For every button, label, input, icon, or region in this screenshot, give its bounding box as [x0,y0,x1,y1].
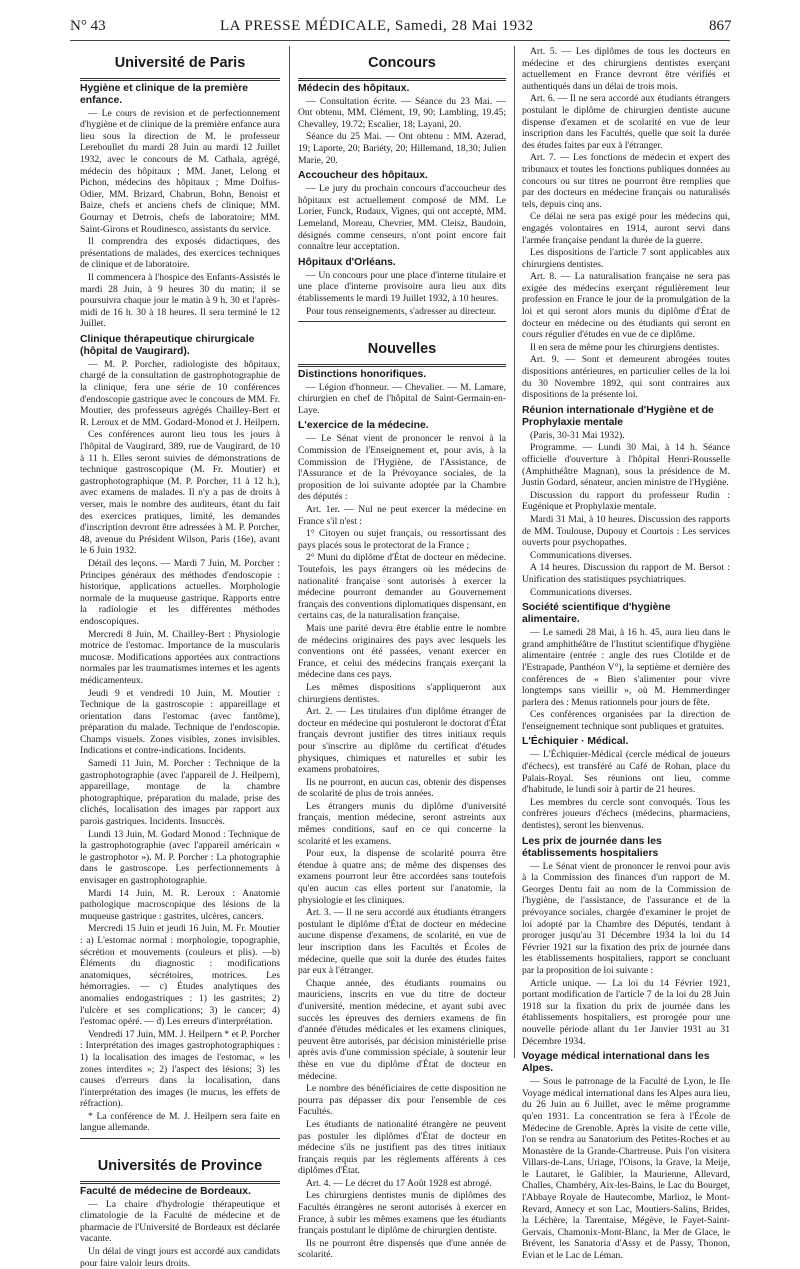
article-paragraph: — Légion d'honneur. — Chevalier. — M. Lamare, chirurgien en chef de l'hôpital de Saint-Germain-en-Laye. [298,381,506,416]
article-heading: Réunion internationale d'Hygiène et de Prophylaxie mentale [522,404,714,428]
article [298,170,506,253]
article-paragraph: Les mêmes dispositions s'appliqueront aux chirurgiens dentistes. [298,681,506,705]
article-paragraph: Discussion du rapport du professeur Rudin : Eugénique et Prophylaxie mentale. [522,489,730,513]
article-paragraph: Les dispositions de l'article 7 sont applicables aux chirurgiens dentistes. [522,247,730,270]
article-paragraph: Les étudiants de nationalité étrangère ne peuvent pas postuler les diplômes d'État de docteur en médecine s'ils ne justifient pas des titres initiaux français requis par les règlements afférents à ces diplômes d'État. [298,1118,506,1177]
article-paragraph: Mardi 14 Juin, M. R. Leroux : Anatomie pathologique macroscopique des lésions de la muqueuse gastrique : gastrites, ulcères, cancers. [80,887,280,922]
page-header [0,0,800,40]
section-rule [298,78,506,81]
column-divider [514,46,515,1058]
article-list [80,83,280,1134]
article-paragraph: Jeudi 9 et vendredi 10 Juin, M. Moutier : Technique de la gastroscopie : appareillage et orientation dans l'estomac (avec fantôme), préparation du malade. Technique de l'endoscopie. Champs visuels. Zones visibles, zones invisibles. Indications et contre-indications. Incidents. [80,687,280,757]
article-paragraph: Article unique. — La loi du 14 Février 1921, portant modification de l'article 7 de la loi du 28 Juin 1918 sur la fixation du prix de journée dans les établissements hospitaliers, est prorogée pour une nouvelle période allant du 1er Janvier 1931 au 31 Décembre 1934. [522,977,730,1047]
article [80,334,280,1134]
section-title: Université de Paris [114,55,246,71]
article-paragraph: Communications diverses. [530,586,632,598]
article-paragraph: Ces conférences organisées par la direction de l'enseignement technique sont publiques et gratuites. [522,709,730,732]
article-paragraph: — Un concours pour une place d'interne titulaire et une place d'interne provisoire aura lieu aux dits établissements le mardi 19 Juillet 1932, à 10 heures. [298,269,506,304]
article-paragraph: * La conférence de M. J. Heilpern sera faite en langue allemande. [80,1110,280,1134]
article-paragraph: Ce délai ne sera pas exigé pour les médecins qui, engagés volontaires en 1914, auront servi dans l'armée française pendant la durée de la guerre. [522,211,730,246]
column-right [522,46,730,1262]
article-paragraph: Détail des leçons. — Mardi 7 Juin, M. Porcher : Principes généraux des méthodes d'endoscopie : historique, applications actuelles. Morphologie normale de la muqueuse gastrique. Rapports entre la radiologie et les différentes méthodes endoscopiques. [80,557,280,627]
article-paragraph: Chaque année, des étudiants roumains ou mauriciens, inscrits en vue du titre de docteur d'université, mention médecine, et ayant subi avec succès les épreuves des derniers examens de fin d'année d'études médicales et les examens cliniques, peuvent être autorisés, par décision ministérielle prise après avis d'une commission spéciale, à soutenir leur thèse en vue du diplôme d'État de docteur en médecine. [298,977,506,1082]
column-middle [298,46,506,1261]
article [298,369,506,417]
article-paragraph: Les chirurgiens dentistes munis de diplômes des Facultés étrangères ne seront autorisés à exercer en France, à subir les mêmes examens que les étudiants français postulant le diplôme de chirurgien dentiste. [298,1190,506,1237]
article-paragraph: — La chaire d'hydrologie thérapeutique et climatologie de la Faculté de médecine et de pharmacie de l'Université de Bordeaux est déclarée vacante. [80,1198,280,1245]
article-heading: Médecin des hôpitaux. [298,82,410,94]
article-paragraph: Samedi 11 Juin, M. Porcher : Technique de la gastrophotographie (avec l'appareil de J. Heilpern), appareillage, montage de la chambre photographique, préparation du malade, prise des clichés, localisation des images par rapport aux parois gastriques. Incidents. Insuccès. [80,758,280,828]
article-paragraph: Ils ne pourront être dispensés que d'une année de scolarité. [298,1237,506,1261]
journal-title: LA PRESSE MÉDICALE, Samedi, 28 Mai 1932 [220,18,534,34]
article-paragraph: Communications diverses. [530,549,632,561]
article-paragraph: Programme. — Lundi 30 Mai, à 14 h. Séance officielle d'ouverture à l'hôpital Henri-Rousselle (Amphithéâtre Magnan), sous la présidence de M. Justin Godard, sénateur, ancien ministre de l'Hygiène. [522,442,730,489]
article-paragraph: Les membres du cercle sont convoqués. Tous les confrères joueurs d'échecs (médecins, pharmaciens, dentistes), seront les bienvenus. [522,796,730,832]
column-left [80,46,280,1269]
article [522,736,730,831]
column-divider [289,46,290,1058]
article-heading: L'Échiquier · Médical. [522,736,629,748]
article-paragraph: — Sous le patronage de la Faculté de Lyon, le IIe Voyage médical international dans les Alpes aura lieu, du 26 Juin au 6 Juillet, avec le même programme qu'en 1931. La concentration se fera à l'École de Médecine de Grenoble. Après la visite de cette ville, l'on se rendra au Sanatorium des Petites-Roches et au Monastère de la Grande-Chartreuse. Puis l'on visitera Villars-de-Lans, Uriage, l'Oisons, la Grave, la Meije, le Lautaret, le Galibier, la Maurienne, Allevard, Challes, Chambéry, Aix-les-Bains, le Lac du Bourget, l'Abbaye Royale de Hautecombe, Marlioz, le Mont-Revard, Annecy et son Lac, Moutiers-Salins, Brides, la Léchère, la Tarentaise, Mégève, le Fayet-Saint-Gervais, Chamonix-Mont-Blanc, la Mer de Glace, le Brévent, les Sanatoria d'Assy et de Passy, Thonon, Evian et le Lac de Léman. [522,1076,730,1262]
article-paragraph: — Le Sénat vient de prononcer le renvoi à la Commission de l'Enseignement et, pour avis, à la Commission de l'Hygiène, de l'Assistance, de l'Assurance et de la Prévoyance sociales, de la proposition de loi suivante adoptée par la Chambre des députés : [298,433,506,503]
article-paragraph: (Paris, 30-31 Mai 1932). [530,429,625,441]
article-paragraph: Art. 6. — Il ne sera accordé aux étudiants étrangers postulant le diplôme de chirurgien dentiste aucune dispense d'examen et de scolarité en vue de leur inscription dans les Facultés, quelle que soit la durée des études faites par eux à l'étranger. [522,93,730,151]
article-paragraph: Pour eux, la dispense de scolarité pourra être étendue à quatre ans; de même des dispenses des examens pourront leur être accordées sans toutefois qu'en aucun cas elles portent sur l'anatomie, la physiologie et les cliniques. [298,848,506,906]
article-heading: Hygiène et clinique de la première enfance. [80,82,249,106]
article-heading: Les prix de journée dans les établissements hospitaliers [522,835,662,859]
article-paragraph: — Le jury du prochain concours d'accoucheur des hôpitaux est actuellement composé de MM. Le Lorier, Funck, Rudaux, Vignes, qui ont accepté, MM. Lemeland, Moreau, Chevrier, MM. Cleisz, Baudoin, désignés comme censeurs, n'ont point encore fait connaître leur acceptation. [298,183,506,253]
article-paragraph: Art. 9. — Sont et demeurent abrogées toutes dispositions antérieures, en particulier celles de la loi du 30 Novembre 1892, qui sont contraires aux dispositions de la présente loi. [522,354,730,401]
article-list [522,46,730,1262]
article-list [80,1186,280,1269]
article-paragraph: A 14 heures. Discussion du rapport de M. Bersot : Unification des statistiques psychiatriques. [522,562,730,585]
article-heading: Distinctions honorifiques. [298,368,427,380]
article-paragraph: Pour tous renseignements, s'adresser au directeur. [306,305,497,317]
article-paragraph: — Consultation écrite. — Séance du 23 Mai. — Ont obtenu, MM. Clément, 19, 90; Lambling, 19.45; Chevalley, 19.72; Escalier, 18; Layani, 20. [298,95,506,130]
article-paragraph: Art. 5. — Les diplômes de tous les docteurs en médecine et des chirurgiens dentistes exerçant actuellement en France devront être vérifiés et authentiqués dans un délai de trois mois. [522,46,730,92]
section-rule [298,321,506,322]
article-paragraph: — Le Sénat vient de prononcer le renvoi pour avis à la Commission des finances d'un rapport de M. Georges Dentu fait au nom de la Commission de l'hygiène, de l'assistance, de l'assurance et de la prévoyance sociales, chargée d'examiner le projet de loi adopté par la Chambre des Députés, tendant à proroger jusqu'au 31 Décembre 1934 la loi du 14 Février 1921 sur la fixation des prix de journée dans les établissements hospitaliers, rapport se concluant par la proposition de loi suivante : [522,860,730,976]
section-title: Concours [368,55,436,71]
article-heading: Faculté de médecine de Bordeaux. [80,1185,251,1197]
article-heading: Société scientifique d'hygiène alimentaire. [522,602,671,626]
article-paragraph: Mercredi 8 Juin, M. Chailley-Bert : Physiologie motrice de l'estomac. Importance de la muscularis mucosæ. Modifications apportées aux contractions normales par les traumatismes internes et les agents médicamenteux. [80,628,280,686]
article-heading: Voyage médical international dans les Alpes. [522,1051,710,1075]
article [298,83,506,167]
article-paragraph: Art. 2. — Les titulaires d'un diplôme étranger de docteur en médecine qui postuleront le doctorat d'État français devront justifier des titres initiaux requis pour s'inscrire au diplôme du certificat d'études physiques, chimiques et naturelles et subir les examens probatoires. [298,706,506,776]
article [522,46,730,401]
article-paragraph: Il en sera de même pour les chirurgiens dentistes. [530,341,720,353]
section-rule [80,78,280,81]
article-paragraph: Art. 1er. — Nul ne peut exercer la médecine en France s'il n'est : [298,504,506,527]
article-paragraph: Un délai de vingt jours est accordé aux candidats pour faire valoir leurs droits. [80,1246,280,1269]
article-paragraph: Vendredi 17 Juin, MM. J. Heilpern * et P. Porcher : Interprétation des images gastrophotographiques : 1) la localisation des images de l'estomac, « les zones interdites »; 2) l'aspect des lésions; 3) les causes d'erreurs dans la localisation, dans l'interprétation des images (le mucus, les effets de réfraction). [80,1028,280,1110]
issue-number: N° 43 [70,18,106,34]
article-paragraph: Art. 3. — Il ne sera accordé aux étudiants étrangers postulant le diplôme d'État de docteur en médecine aucune dispense d'examens, de scolarité, en vue de leur inscription dans les Facultés et Écoles de médecine, quelle que soit la durée des études faites par eux à l'étranger. [298,907,506,977]
article-list [298,83,506,318]
article-paragraph: Art. 4. — Le décret du 17 Août 1928 est abrogé. [306,1177,492,1189]
article-paragraph: Mardi 31 Mai, à 10 heures. Discussion des rapports de MM. Toulouse, Dupouy et Courtois : Les services ouverts pour psychopathes. [522,513,730,549]
article-paragraph: Lundi 13 Juin, M. Godard Monod : Technique de la gastrophotographie (avec l'appareil américain « le gastrophotor »). M. P. Porcher : La photographie dans le gastroscope. Les perfectionnements à envisager en gastrophotographie. [80,828,280,886]
section-rule [80,1138,280,1139]
section-rule [298,364,506,367]
article-paragraph: Le nombre des bénéficiaires de cette disposition ne pourra pas dépasser dix pour l'ensemble de ces Facultés. [298,1083,506,1118]
article-paragraph: Ces conférences auront lieu tous les jours à l'hôpital de Vaugirard, 389, rue de Vaugirard, de 10 à 11 h. Elles seront suivies de démonstrations de technique gastroscopique (M. Fr. Moutier) et gastrophotographique (M. P. Porcher, 11 à 12 h.), avec examens de malades. Il n'y a pas de droits à verser, mais le nombre des auditeurs, étant du fait des exercices pratiques, limité, les demandes d'inscription devront être adressées à M. P. Porcher, 48, avenue du Président Wilson, Paris (16e), avant le 6 Juin 1932. [80,429,280,557]
article-paragraph: — Le cours de revision et de perfectionnement d'hygiène et de clinique de la première enfance aura lieu sous la direction de M. le professeur Lereboullet du mardi 28 Juin au mardi 12 Juillet 1932, avec le concours de M. Cathala, agrégé, médecin des hôpitaux ; MM. Janet, Lelong et Pichon, médecins des hôpitaux ; Mme Dolfus-Odier, MM. Brizard, Chabrun, Bohn, Benoist et Baize, chefs et anciens chefs de clinique; MM. Gournay et Detrois, chefs de laboratoire; MM. Saint-Girons et Roudinesco, assistants du service. [80,107,280,235]
section-title: Nouvelles [367,341,437,358]
article-heading: L'exercice de la médecine. [298,420,429,432]
article-paragraph: 1° Citoyen ou sujet français, ou ressortissant des pays placés sous le protectorat de la France ; [298,528,506,551]
section-rule [80,1181,280,1184]
article [522,602,730,732]
article [80,83,280,330]
article-heading: Hôpitaux d'Orléans. [298,256,396,268]
article-list [298,369,506,1261]
article-paragraph: Les étrangers munis du diplôme d'université français, mention médecine, seront astreints aux mêmes conditions, sauf en ce qui concerne la scolarité et les examens. [298,800,506,847]
article-paragraph: — M. P. Porcher, radiologiste des hôpitaux, chargé de la consultation de gastrophotographie de la clinique, fera une série de 10 conférences d'endoscopie gastrique avec le concours de MM. Fr. Moutier, des professeurs agrégés Chailley-Bert et R. Leroux et de MM. Godard-Monod et J. Heilpern. [80,358,280,428]
article [522,1051,730,1262]
article-paragraph: — Le samedi 28 Mai, à 16 h. 45, aura lieu dans le grand amphithéâtre de l'Institut scientifique d'hygiène alimentaire (entrée : angle des rues Clotilde et de l'Estrapade, Panthéon V°), la septième et dernière des conférences de « Bien s'alimenter pour vivre longtemps sans vieillir », où M. Hemmerdinger parlera des : Menus rationnels pour jours de fête. [522,627,730,708]
article [522,836,730,1048]
article-paragraph: Ils ne pourront, en aucun cas, obtenir des dispenses de scolarité de plus de trois années. [298,776,506,800]
article-paragraph: — L'Échiquier-Médical (cercle médical de joueurs d'échecs), est transféré au Café de Rohan, place du Palais-Royal. Ses réunions ont lieu, comme d'habitude, le lundi soir à partir de 21 heures. [522,749,730,796]
article-paragraph: Il commencera à l'hospice des Enfants-Assistés le mardi 28 Juin, à 9 heures 30 du matin; il se poursuivra chaque jour le matin à 9 h. 30 et l'après-midi de 16 h. 30 à 18 heures. Il sera terminé le 12 Juillet. [80,271,280,330]
article-paragraph: Séance du 25 Mai. — Ont obtenu : MM. Azerad, 19; Laporte, 20; Bariéty, 20; Hillemand, 18,30; Julien Marie, 20. [298,131,506,166]
article [80,1186,280,1269]
article [298,420,506,1261]
article [522,405,730,598]
header-rule [70,40,730,41]
article-paragraph: Art. 8. — La naturalisation française ne sera pas exigée des médecins exerçant régulièrement leur profession en France le jour de la promulgation de la loi et qui seront alors munis du diplôme d'État de docteur en médecine ou des étudiants qui seront en cours régulier d'études en vue de ce diplôme. [522,271,730,341]
article [298,257,506,317]
article-paragraph: Art. 7. — Les fonctions de médecin et expert des tribunaux et toutes les fonctions publiques données au concours ou sur titres ne pourront être remplies que par des docteurs en médecine français ou naturalisés tels, depuis cinq ans. [522,152,730,210]
article-paragraph: Mais une parité devra être établie entre le nombre de médecins originaires des pays avec lesquels les conventions ont été passées, venant exercer en France, et celui des médecins français exerçant la médecine dans ces pays. [298,622,506,681]
article-paragraph: 2° Muni du diplôme d'État de docteur en médecine. Toutefois, les pays étrangers où les médecins de nationalité française sont autorisés à exercer la médecine pourront demander au Gouvernement français des conventions diplomatiques dispensant, en certains cas, de la naturalisation française. [298,552,506,622]
article-heading: Clinique thérapeutique chirurgicale (hôpital de Vaugirard). [80,333,255,357]
article-paragraph: Il comprendra des exposés didactiques, des présentations de malades, des exercices techniques de clinique et de laboratoire. [80,236,280,271]
article-paragraph: Mercredi 15 Juin et jeudi 16 Juin, M. Fr. Moutier : a) L'estomac normal : morphologie, topographie, sécrétion et mouvements (couleurs et plis). —b) Éléments du diagnostic : modifications anatomiques, sécrétoires, motrices. Les hémorragies. — c) Études analytiques des anomalies endogastriques : 1) les gastrites; 2) l'ulcère et ses complications; 3) le cancer; 4) l'estomac opéré. — d) Les erreurs d'interprétation. [80,923,280,1028]
article-heading: Accoucheur des hôpitaux. [298,170,428,182]
page-number: 867 [709,18,732,34]
section-title: Universités de Province [97,1158,263,1175]
